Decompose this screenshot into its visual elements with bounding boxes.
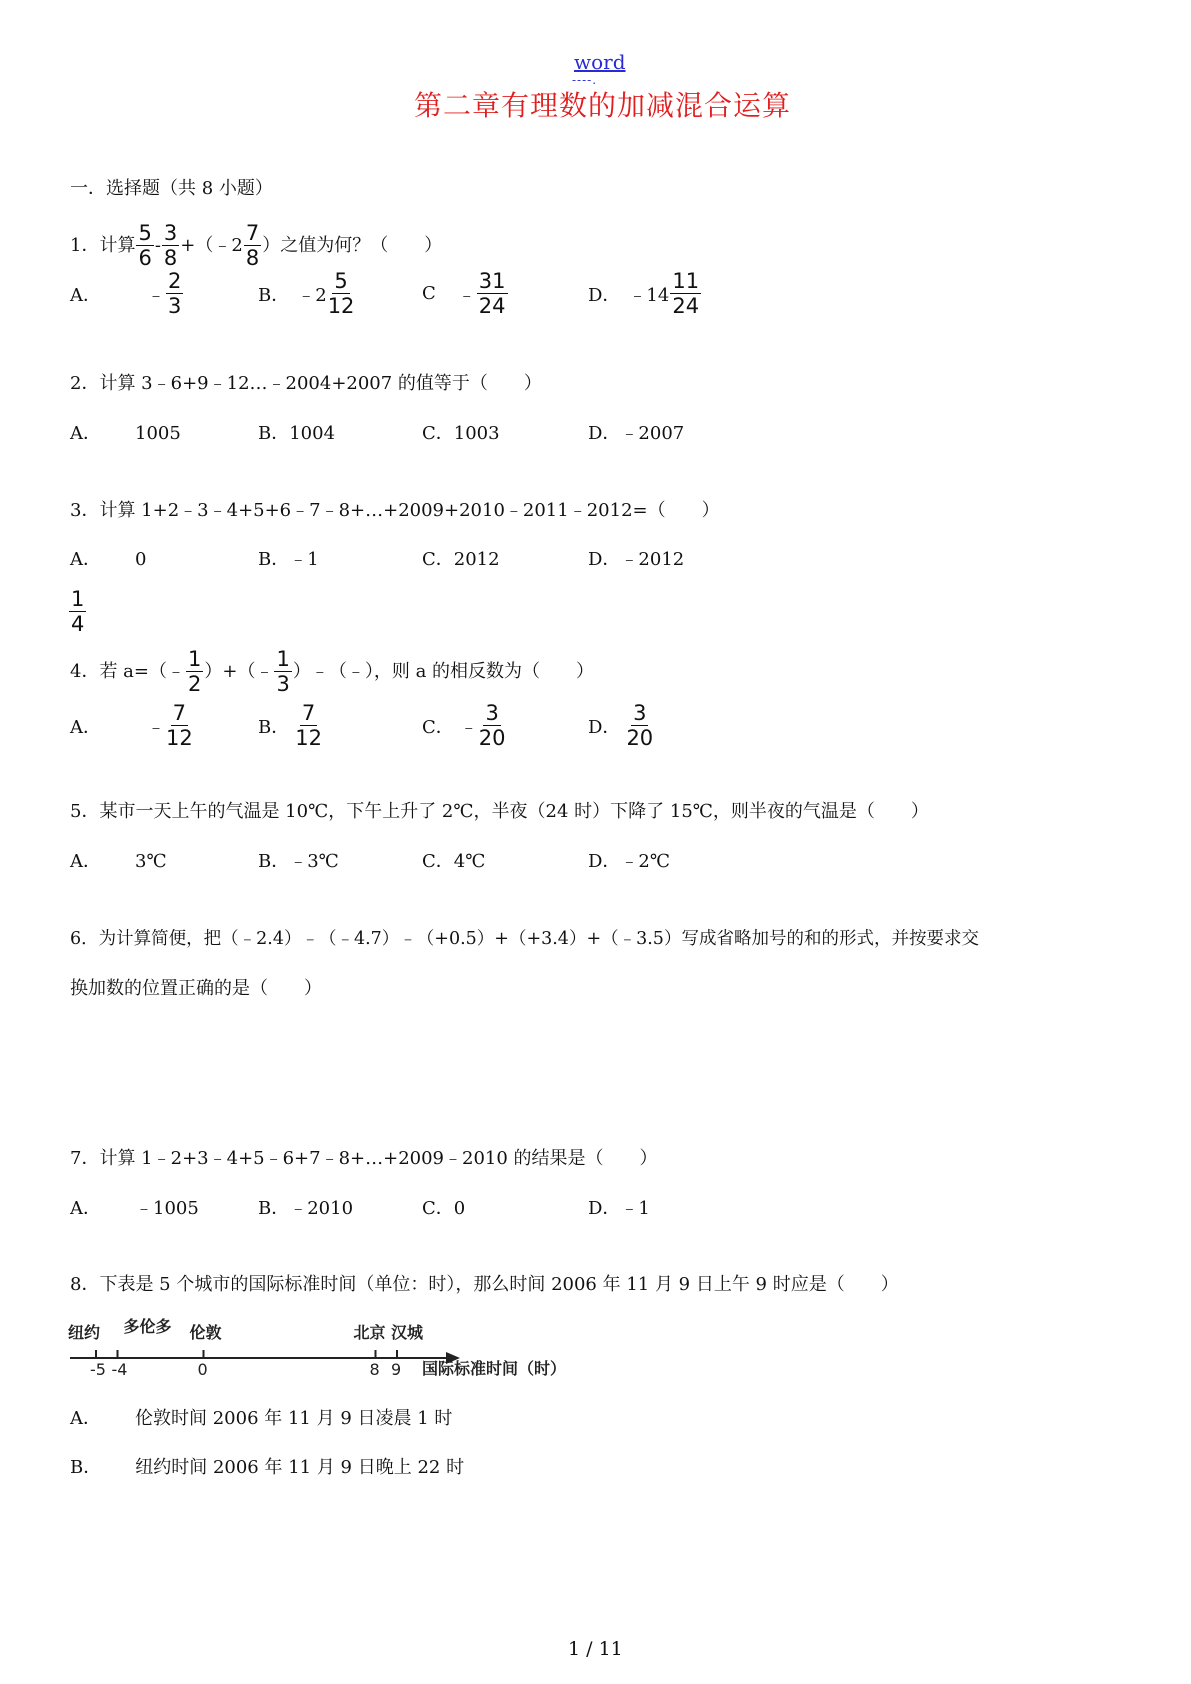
tick-label: -5 [90, 1360, 106, 1379]
option-sign: ﹣ [147, 716, 165, 738]
option-letter: B． [258, 284, 290, 306]
q2-option-b[interactable]: B．1004 [258, 423, 336, 444]
q2-option-d[interactable]: D．﹣2007 [588, 423, 685, 444]
q7-option-d[interactable]: D．﹣1 [588, 1198, 650, 1219]
q1-mid: +（﹣2 [180, 234, 243, 256]
header-dashes: ----. [572, 73, 598, 87]
question-1 [70, 222, 442, 269]
q8-option-a[interactable]: A． 伦敦时间 2006 年 11 月 9 日凌晨 1 时 [70, 1408, 453, 1429]
q1-option-a[interactable] [70, 270, 184, 317]
q1-fraction-2: $\frac{3}{8}$ [163, 221, 178, 271]
option-fraction: $\frac{3}{20}$ [478, 701, 506, 751]
option-letter: B． [258, 716, 290, 738]
q1-option-c[interactable] [422, 270, 509, 317]
q1-option-d[interactable] [588, 270, 702, 317]
q4-fraction-2: $\frac{1}{3}$ [276, 647, 290, 697]
axis-label: 国际标准时间（时） [422, 1359, 567, 1378]
city-label: 伦敦 [189, 1323, 222, 1342]
option-letter: D． [588, 284, 621, 306]
option-whole: ﹣14 [628, 284, 670, 306]
q4-option-a[interactable] [70, 702, 194, 749]
q8-option-b[interactable]: B． 纽约时间 2006 年 11 月 9 日晚上 22 时 [70, 1457, 465, 1478]
number-line-ticks [68, 1317, 424, 1379]
q3-option-c[interactable]: C．2012 [422, 549, 500, 570]
q1-suffix: ）之值为何？（ ） [262, 234, 443, 256]
option-letter: C． [422, 716, 454, 738]
question-5: 5．某市一天上午的气温是 10℃，下午上升了 2℃，半夜（24 时）下降了 15℃，则半夜的气温是（ ） [70, 801, 929, 822]
question-4 [70, 648, 594, 695]
q2-option-c[interactable]: C．1003 [422, 423, 500, 444]
question-8: 8．下表是 5 个城市的国际标准时间（单位：时），那么时间 2006 年 11 月 9 日上午 9 时应是（ ） [70, 1274, 899, 1295]
stray-fraction: $\frac{1}{4}$ [71, 587, 85, 637]
option-letter: A． [70, 284, 101, 306]
tick-label: 9 [391, 1360, 402, 1379]
option-fraction: $\frac{7}{12}$ [295, 701, 322, 751]
q1-fraction-3: $\frac{7}{8}$ [245, 221, 260, 271]
q1-fraction-1: $\frac{5}{6}$ [138, 221, 152, 271]
q5-option-a[interactable]: A． 3℃ [70, 851, 167, 872]
option-sign: ﹣ [147, 284, 165, 306]
time-zone-number-line [66, 1316, 586, 1396]
option-fraction: $\frac{2}{3}$ [168, 269, 182, 319]
q3-option-b[interactable]: B．﹣1 [258, 549, 319, 570]
option-sign: ﹣ [459, 716, 478, 738]
q4-prefix: 4．若 a=（﹣ [70, 660, 185, 682]
q4-suffix: ）﹣（﹣），则 a 的相反数为（ ） [292, 660, 595, 682]
q1-option-b[interactable] [258, 270, 355, 317]
q5-option-b[interactable]: B．﹣3℃ [258, 851, 339, 872]
option-letter: D． [588, 716, 621, 738]
question-3: 3．计算 1+2﹣3﹣4+5+6﹣7﹣8+…+2009+2010﹣2011﹣2012=（ ） [70, 500, 720, 521]
q5-option-d[interactable]: D．﹣2℃ [588, 851, 671, 872]
q3-option-d[interactable]: D．﹣2012 [588, 549, 685, 570]
city-label: 纽约 [68, 1323, 101, 1342]
q7-option-c[interactable]: C．0 [422, 1198, 466, 1219]
q4-fraction-1: $\frac{1}{2}$ [188, 647, 202, 697]
city-label: 多伦多 [123, 1317, 172, 1336]
option-fraction: $\frac{31}{24}$ [478, 269, 506, 319]
question-6-line-2: 换加数的位置正确的是（ ） [70, 978, 322, 999]
q2-option-a[interactable]: A． 1005 [70, 423, 181, 444]
section-heading: 一．选择题（共 8 小题） [70, 178, 273, 199]
option-whole: ﹣2 [297, 284, 327, 306]
q7-option-b[interactable]: B．﹣2010 [258, 1198, 354, 1219]
option-sign: ﹣ [457, 284, 476, 306]
q5-option-c[interactable]: C．4℃ [422, 851, 486, 872]
question-6-line-1: 6．为计算简便，把（﹣2.4）﹣（﹣4.7）﹣（+0.5）+（+3.4）+（﹣3.5）写成省略加号的和的形式，并按要求交 [70, 929, 979, 949]
tick-label: 0 [197, 1360, 208, 1379]
option-fraction: $\frac{5}{12}$ [327, 269, 355, 319]
q4-option-b[interactable] [258, 702, 323, 749]
option-letter: A． [70, 716, 101, 738]
q4-option-c[interactable] [422, 702, 507, 749]
city-label: 北京 [353, 1323, 386, 1342]
option-fraction: $\frac{3}{20}$ [626, 701, 654, 751]
tick-label: 8 [369, 1360, 380, 1379]
page-title: 第二章有理数的加减混合运算 [414, 89, 792, 122]
city-label: 汉城 [391, 1323, 424, 1342]
question-2: 2．计算 3﹣6+9﹣12…﹣2004+2007 的值等于（ ） [70, 373, 542, 394]
tick-label: -4 [111, 1360, 128, 1379]
page-number: 1 / 11 [568, 1638, 623, 1660]
q4-mid: ）+（﹣ [204, 660, 274, 682]
option-fraction: $\frac{7}{12}$ [166, 701, 193, 751]
q7-option-a[interactable]: A． ﹣1005 [70, 1198, 199, 1219]
option-letter: C [422, 283, 436, 305]
q1-prefix: 1．计算 [70, 234, 136, 256]
header-word-link[interactable]: word [574, 50, 626, 74]
question-7: 7．计算 1﹣2+3﹣4+5﹣6+7﹣8+…+2009﹣2010 的结果是（ ） [70, 1148, 658, 1169]
option-fraction: $\frac{11}{24}$ [672, 269, 700, 319]
q3-option-a[interactable]: A． 0 [70, 549, 147, 570]
q4-option-d[interactable] [588, 702, 654, 749]
q1-op: - [154, 234, 161, 256]
